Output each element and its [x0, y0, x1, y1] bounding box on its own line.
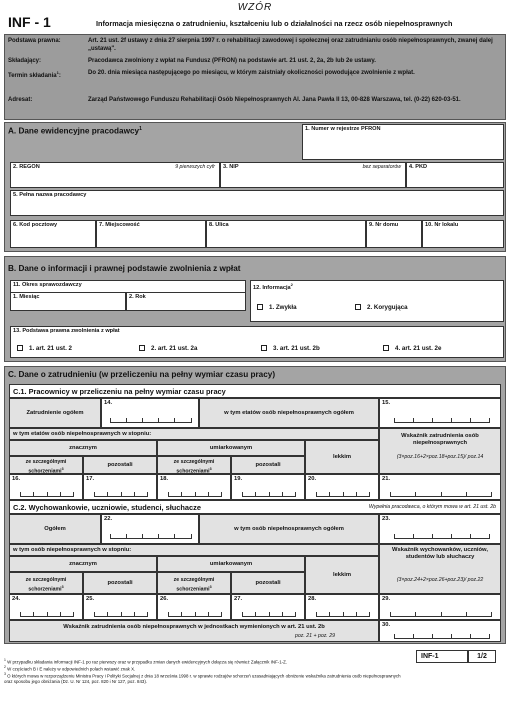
field-information-type: 12. Informacja$^2$ 1. Zwykła 2. Korygująca: [250, 280, 504, 322]
c1-special-b: ze szczególnymi schorzeniami$^3$: [157, 456, 231, 474]
c1-significant: znacznym: [9, 440, 157, 456]
footnote-2: $^2$ W częściach B i E należy w odpowiednich polach wstawić znak X.: [4, 664, 136, 672]
checkbox[interactable]: [383, 345, 389, 351]
field-number-label: 20.: [308, 476, 317, 482]
form-header: [4, 34, 506, 120]
field-16[interactable]: [9, 474, 83, 500]
header-deadline: Termin składania$^1$: Do 20. dnia miesiąca następującego po miesiącu, w którym zaistniały okoliczności powodujące zwolnienie z wpłat.: [8, 70, 415, 79]
footnote-3: $^3$ O których mowa w rozporządzeniu Ministra Pracy i Polityki Socjalnej z dnia 18 września 1998 r. w sprawie rodzajów schorzeń uzasadniających obniżenie wskaźnika zatrudnienia osób niepełnosprawnych oraz sposobu jego obniżania (Dz. U. Nr 124, poz. 820 i Nr 127, poz. 843).: [4, 671, 401, 684]
form-title: Informacja miesięczna o zatrudnieniu, kształceniu lub o działalności na rzecz osób niepełnosprawnych: [96, 19, 453, 28]
basis-option-2[interactable]: 2. art. 21 ust. 2a: [139, 345, 197, 352]
field-18[interactable]: [157, 474, 231, 500]
digit-guides: [316, 492, 370, 497]
header-legal-basis: Podstawa prawna: Art. 21 ust. 2f ustawy z dnia 27 sierpnia 1997 r. o rehabilitacji zawodowej i społecznej oraz zatrudnianiu osób niepełnosprawnych, zwanej dalej „ustawą".: [8, 38, 493, 52]
field-postal-code[interactable]: 6. Kod pocztowy: [10, 220, 96, 248]
field-19[interactable]: [231, 474, 305, 500]
field-21[interactable]: [379, 474, 501, 500]
field-reporting-period: 11. Okres sprawozdawczy 1. Miesiąc 2. Rok: [10, 280, 246, 310]
field-30[interactable]: 30.: [379, 620, 501, 642]
c1-special-a: ze szczególnymi schorzeniami$^3$: [9, 456, 83, 474]
c2-title: C.2. Wychowankowie, uczniowie, studenci, słuchacze Wypełnia pracodawca, o którym mowa w art. 21 ust. 2b: [9, 500, 501, 514]
field-27[interactable]: [231, 594, 305, 620]
basis-option-1[interactable]: 1. art. 21 ust. 2: [17, 345, 72, 352]
header-addressee: Adresat: Zarząd Państwowego Funduszu Rehabilitacji Osób Niepełnosprawnych Al. Jana Pawła II 13, 00-828 Warszawa, tel. (0-22) 620-03-51.: [8, 97, 461, 103]
digit-guides: [242, 612, 296, 617]
c3-label-cell: Wskaźnik zatrudnienia osób niepełnosprawnych w jednostkach wymienionych w art. 21 ust. 2b poz. 21 + poz. 29: [9, 620, 379, 642]
field-number-label: 16.: [12, 476, 21, 482]
c2-mild: lekkim: [305, 556, 379, 594]
field-14[interactable]: 14.: [101, 398, 199, 428]
header-submitter: Składający: Pracodawca zwolniony z wpłat na Fundusz (PFRON) na podstawie art. 21 ust. 2, 2a, 2b lub 2e ustawy.: [8, 58, 376, 64]
c2-total-label-cell: Ogółem: [9, 514, 101, 544]
section-c-title: C. Dane o zatrudnieniu (w przeliczeniu na pełny wymiar czasu pracy): [8, 370, 276, 379]
watermark-label: WZÓR: [237, 2, 273, 13]
digit-guides: [242, 492, 296, 497]
field-number-label: 21.: [382, 476, 391, 482]
c1-ratio: Wskaźnik zatrudnienia osób niepełnosprawnych (3×poz.16+2×poz.18+poz.15)/ poz.14: [379, 428, 501, 474]
digit-guides: [316, 612, 370, 617]
field-number-label: 27.: [234, 596, 243, 602]
field-22[interactable]: 22.: [101, 514, 199, 544]
c1-total-label-cell: Zatrudnienie ogółem: [9, 398, 101, 428]
c2-significant: znacznym: [9, 556, 157, 572]
checkbox[interactable]: [261, 345, 267, 351]
c1-by-degree: w tym etatów osób niepełnosprawnych w stopniu:: [9, 428, 379, 440]
digit-guides: [20, 492, 74, 497]
digit-guides: [20, 612, 74, 617]
checkbox[interactable]: [17, 345, 23, 351]
c1-others-b: pozostali: [231, 456, 305, 474]
checkbox[interactable]: [139, 345, 145, 351]
c1-others-a: pozostali: [83, 456, 157, 474]
field-number-label: 29.: [382, 596, 391, 602]
section-a-title: A. Dane ewidencyjne pracodawcy$^1$: [8, 126, 142, 136]
field-city[interactable]: 7. Miejscowość: [96, 220, 206, 248]
field-29[interactable]: [379, 594, 501, 620]
field-17[interactable]: [83, 474, 157, 500]
basis-option-4[interactable]: 4. art. 21 ust. 2e: [383, 345, 441, 352]
c2-moderate: umiarkowanym: [157, 556, 305, 572]
field-employer-name[interactable]: 5. Pełna nazwa pracodawcy: [10, 190, 504, 216]
c1-mild: lekkim: [305, 440, 379, 474]
field-26[interactable]: [157, 594, 231, 620]
field-pkd[interactable]: 4. PKD: [406, 162, 504, 188]
option-correction[interactable]: 2. Korygująca: [355, 304, 408, 311]
digit-guides: [168, 492, 222, 497]
field-nip[interactable]: 3. NIP bez separatorów: [220, 162, 406, 188]
field-year[interactable]: 2. Rok: [126, 292, 246, 311]
section-b-title: B. Dane o informacji i prawnej podstawie zwolnienia z wpłat: [8, 264, 241, 273]
digit-guides: [94, 612, 148, 617]
field-regon[interactable]: 2. REGON 9 pierwszych cyfr: [10, 162, 220, 188]
digit-guides: [168, 612, 222, 617]
footnotes: [4, 658, 404, 684]
field-25[interactable]: [83, 594, 157, 620]
c2-others-a: pozostali: [83, 572, 157, 594]
c1-disabled-label-cell: w tym etatów osób niepełnosprawnych ogółem: [199, 398, 379, 428]
checkbox[interactable]: [355, 304, 361, 310]
form-id: INF - 1: [8, 14, 51, 30]
field-house-number[interactable]: 9. Nr domu: [366, 220, 422, 248]
field-number-label: 19.: [234, 476, 243, 482]
c2-ratio: Wskaźnik wychowanków, uczniów, studentów lub słuchaczy (3×poz.24+2×poz.26+poz.23)/ poz.22: [379, 544, 501, 594]
c1-moderate: umiarkowanym: [157, 440, 305, 456]
c2-by-degree: w tym osób niepełnosprawnych w stopniu:: [9, 544, 379, 556]
field-24[interactable]: [9, 594, 83, 620]
field-number-label: 26.: [160, 596, 169, 602]
c2-special-a: ze szczególnymi schorzeniami$^3$: [9, 572, 83, 594]
footnote-1: $^1$ W przypadku składania informacji INF-1 po raz pierwszy oraz w przypadku zmian danych ewidencyjnych dołącza się również Załącznik INF-1-Z.: [4, 658, 288, 665]
page-number: 1/2: [468, 650, 496, 663]
field-15[interactable]: 15.: [379, 398, 501, 428]
c2-others-b: pozostali: [231, 572, 305, 594]
basis-option-3[interactable]: 3. art. 21 ust. 2b: [261, 345, 320, 352]
field-23[interactable]: 23.: [379, 514, 501, 544]
field-number-label: 17.: [86, 476, 95, 482]
field-legal-basis: 13. Podstawa prawna zwolnienia z wpłat 1. art. 21 ust. 2 2. art. 21 ust. 2a 3. art. 21 ust. 2b 4. art. 21 ust. 2e: [10, 326, 504, 358]
option-normal[interactable]: 1. Zwykła: [257, 304, 297, 311]
field-month[interactable]: 1. Miesiąc: [10, 292, 126, 311]
field-28[interactable]: [305, 594, 379, 620]
field-20[interactable]: [305, 474, 379, 500]
field-street[interactable]: 8. Ulica: [206, 220, 366, 248]
c2-disabled-label-cell: w tym osób niepełnosprawnych ogółem: [199, 514, 379, 544]
digit-guides: [390, 492, 492, 497]
checkbox[interactable]: [257, 304, 263, 310]
field-number-label: 28.: [308, 596, 317, 602]
c2-special-b: ze szczególnymi schorzeniami$^3$: [157, 572, 231, 594]
field-number-label: 18.: [160, 476, 169, 482]
digit-guides: [94, 492, 148, 497]
field-number-label: 24.: [12, 596, 21, 602]
field-number-label: 25.: [86, 596, 95, 602]
c1-title: C.1. Pracownicy w przeliczeniu na pełny wymiar czasu pracy: [9, 384, 501, 398]
page-code: INF-1: [416, 650, 468, 663]
field-pfron-number[interactable]: 1. Numer w rejestrze PFRON: [302, 124, 504, 160]
field-apartment-number[interactable]: 10. Nr lokalu: [422, 220, 504, 248]
digit-guides: [390, 612, 492, 617]
